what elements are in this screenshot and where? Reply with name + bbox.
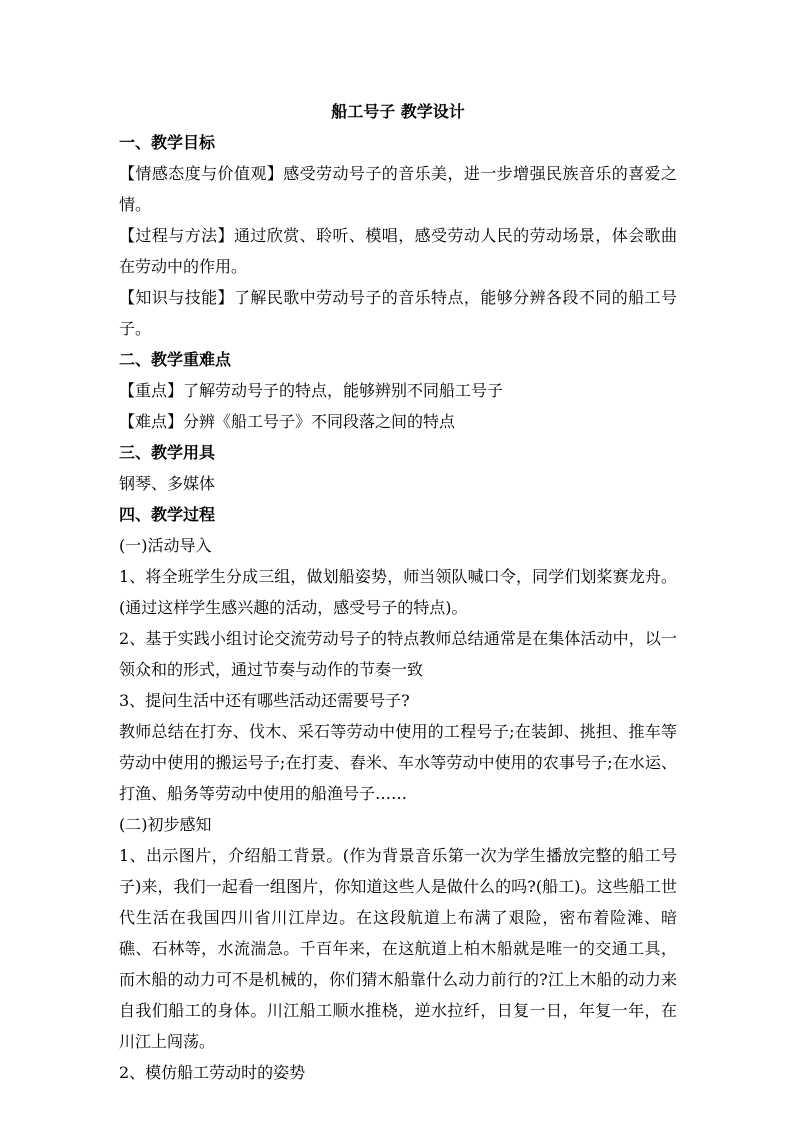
section-heading-tools: 三、教学用具 bbox=[119, 443, 216, 462]
paragraph-knowledge-goal: 【知识与技能】了解民歌中劳动号子的音乐特点，能够分辨各段不同的船工号子。 bbox=[119, 288, 677, 338]
paragraph-process-goal: 【过程与方法】通过欣赏、聆听、模唱，感受劳动人民的劳动场景，体会歌曲在劳动中的作用。 bbox=[119, 226, 677, 276]
section-heading-process: 四、教学过程 bbox=[119, 505, 216, 524]
subheading-activity-intro: (一)活动导入 bbox=[119, 536, 212, 555]
paragraph-boatmen-background: 1、出示图片，介绍船工背景。(作为背景音乐第一次为学生播放完整的船工号子)来，我们一起看一组图片，你知道这些人是做什么的吗?(船工)。这些船工世代生活在我国四川省川江岸边。在这段航道上布满了艰险，密布着险滩、暗礁、石林等，水流湍急。千百年来，在这航道上柏木船就是唯一的交通工具，而木船的动力可不是机械的，你们猜木船靠什么动力前行的?江上木船的动力来自我们船工的身体。川江船工顺水推桡，逆水拉纤，日复一日，年复一年，在川江上闯荡。 bbox=[119, 846, 677, 1051]
paragraph-key-point: 【重点】了解劳动号子的特点，能够辨别不同船工号子 bbox=[119, 381, 504, 400]
document-page bbox=[119, 96, 677, 1088]
paragraph-activity-3: 3、提问生活中还有哪些活动还需要号子? bbox=[119, 691, 410, 710]
paragraph-activity-2: 2、基于实践小组讨论交流劳动号子的特点教师总结通常是在集体活动中，以一领众和的形式，通过节奏与动作的节奏一致 bbox=[119, 629, 677, 679]
document-title: 船工号子 教学设计 bbox=[331, 102, 465, 121]
paragraph-difficult-point: 【难点】分辨《船工号子》不同段落之间的特点 bbox=[119, 412, 456, 431]
paragraph-activity-1: 1、将全班学生分成三组，做划船姿势，师当领队喊口令，同学们划桨赛龙舟。(通过这样学生感兴趣的活动，感受号子的特点)。 bbox=[119, 567, 677, 617]
subheading-initial-perception: (二)初步感知 bbox=[119, 815, 212, 834]
paragraph-emotion-goal: 【情感态度与价值观】感受劳动号子的音乐美，进一步增强民族音乐的喜爱之情。 bbox=[119, 164, 677, 214]
paragraph-imitate-posture: 2、模仿船工劳动时的姿势 bbox=[119, 1063, 306, 1082]
paragraph-teacher-summary: 教师总结在打夯、伐木、采石等劳动中使用的工程号子;在装卸、挑担、推车等劳动中使用的搬运号子;在打麦、舂米、车水等劳动中使用的农事号子;在水运、打渔、船务等劳动中使用的船渔号子…… bbox=[119, 722, 677, 803]
section-heading-objectives: 一、教学目标 bbox=[119, 133, 216, 152]
section-heading-key-points: 二、教学重难点 bbox=[119, 350, 232, 369]
paragraph-tools: 钢琴、多媒体 bbox=[119, 474, 216, 493]
